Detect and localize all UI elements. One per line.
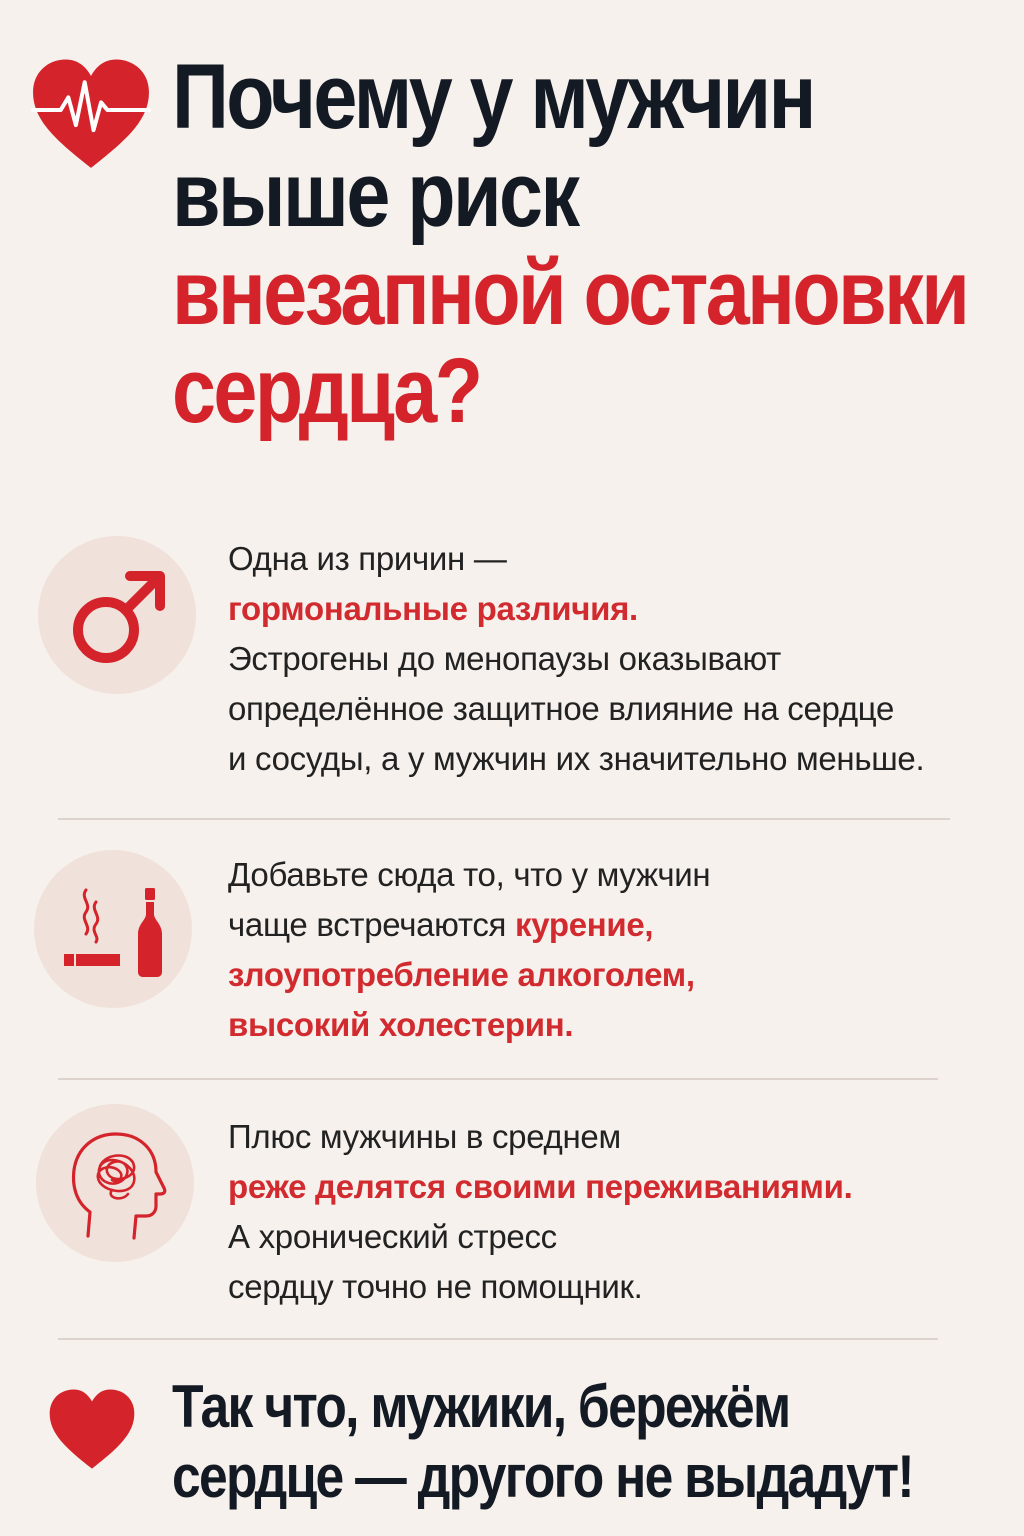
section-habits-alcohol: злоупотребление алкоголем, (228, 956, 695, 993)
section-habits-smoking: курение, (515, 906, 654, 943)
divider-1 (58, 818, 950, 820)
footer-line-2: сердце — другого не выдадут! (172, 1443, 913, 1510)
section-habits-text (228, 850, 988, 1050)
section-habits-line-2-plain: чаще встречаются (228, 906, 515, 943)
divider-2 (58, 1078, 938, 1080)
cigarette-bottle-icon (34, 850, 192, 1008)
section-stress-accent: реже делятся своими переживаниями. (228, 1168, 853, 1205)
page-title (172, 46, 968, 442)
section-hormones-accent: гормональные различия. (228, 590, 638, 627)
section-stress-text (228, 1112, 988, 1312)
icon-circle (34, 850, 192, 1008)
heart-icon (46, 1384, 138, 1476)
title-line-1: Почему у мужчин (172, 46, 814, 148)
section-habits-line-1: Добавьте сюда то, что у мужчин (228, 856, 711, 893)
section-stress-line-3: А хронический стресс (228, 1218, 557, 1255)
head-stress-icon (36, 1104, 194, 1262)
divider-3 (58, 1338, 938, 1340)
title-line-4: сердца? (172, 340, 481, 442)
section-hormones-line-3: Эстрогены до менопаузы оказывают (228, 640, 781, 677)
title-line-2: выше риск (172, 144, 578, 246)
section-habits-cholesterol: высокий холестерин. (228, 1006, 574, 1043)
section-habits-line-2 (228, 900, 988, 950)
footer-message (172, 1372, 913, 1512)
section-stress-line-1: Плюс мужчины в среднем (228, 1118, 621, 1155)
heart-pulse-icon (28, 52, 154, 178)
section-hormones-line-1: Одна из причин — (228, 540, 507, 577)
section-hormones-text (228, 534, 988, 784)
section-hormones-line-5: и сосуды, а у мужчин их значительно меньше. (228, 740, 925, 777)
footer-line-1: Так что, мужики, бережём (172, 1373, 790, 1440)
section-hormones-line-4: определённое защитное влияние на сердце (228, 690, 895, 727)
icon-circle (38, 536, 196, 694)
section-stress-line-4: сердцу точно не помощник. (228, 1268, 643, 1305)
icon-circle (36, 1104, 194, 1262)
title-line-3: внезапной остановки (172, 242, 968, 344)
male-symbol-icon (38, 536, 196, 694)
